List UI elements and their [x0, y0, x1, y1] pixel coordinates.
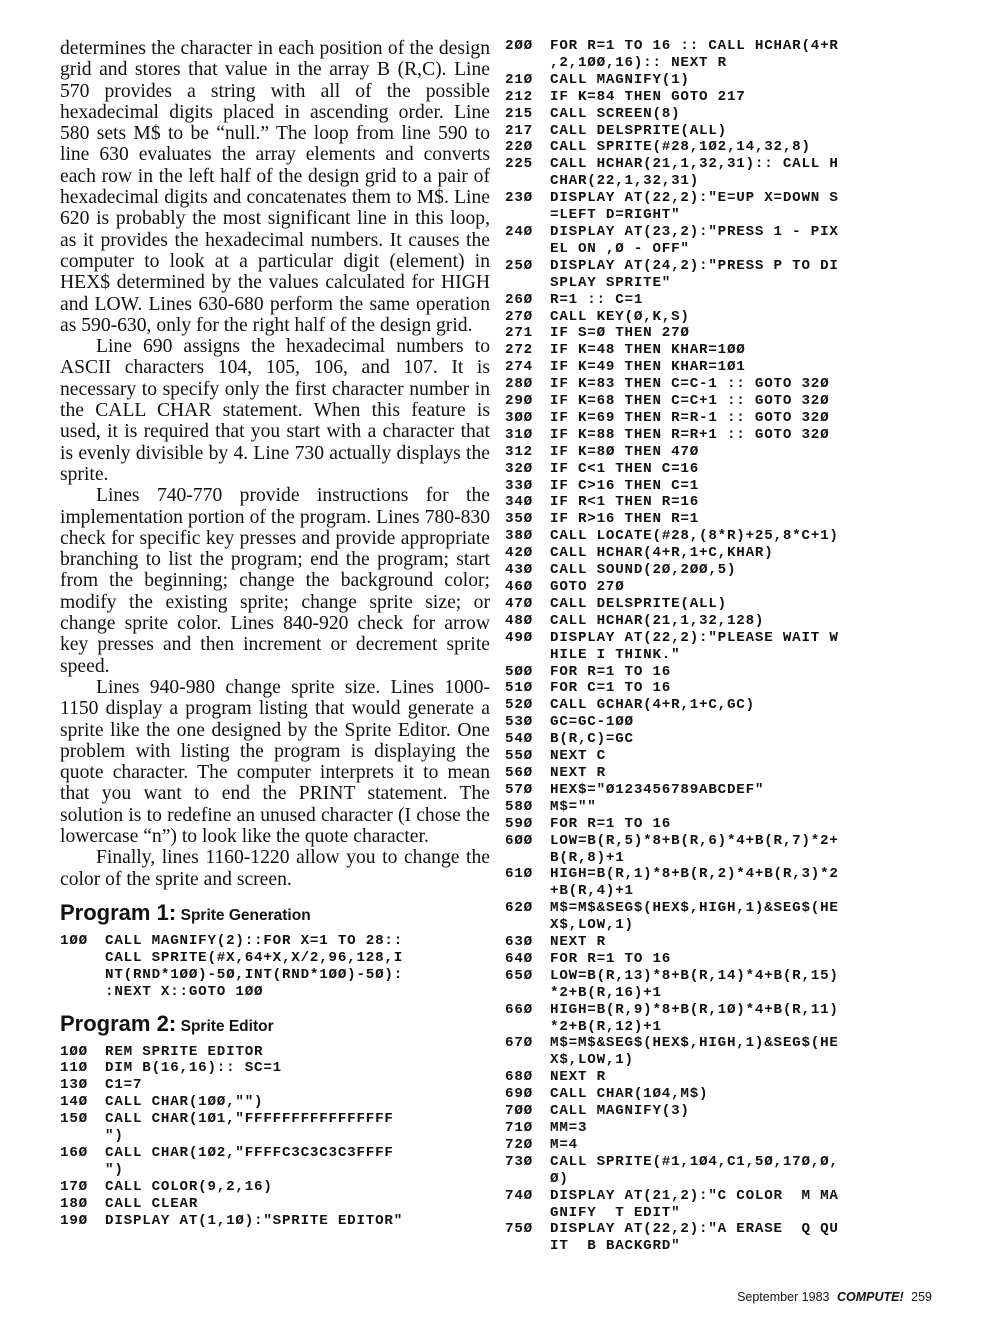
article-paragraph: Line 690 assigns the hexadecimal numbers to ASCII characters 104, 105, 106, and 107. It is necessary to specify only the first character number in the CALL CHAR statement. When this feature is used, it is required that you start with a character that is evenly divisible by 4. Line 730 actually displays the sprite. [60, 336, 495, 485]
code-text: CALL HCHAR(21,1,32,31):: CALL H [550, 156, 839, 173]
program-2-subtitle: Sprite Editor [180, 1017, 274, 1035]
code-continuation: X$,LOW,1) [550, 1052, 634, 1069]
code-text: CALL CHAR(1Ø4,M$) [550, 1086, 709, 1103]
line-number: 66Ø [505, 1001, 533, 1018]
code-continuation: Ø) [550, 1170, 569, 1187]
code-text: DISPLAY AT(1,1Ø):"SPRITE EDITOR" [105, 1212, 404, 1229]
code-text: DISPLAY AT(23,2):"PRESS 1 - PIX [550, 223, 839, 240]
code-line [505, 38, 945, 55]
code-text: CALL MAGNIFY(2)::FOR X=1 TO 28:: [105, 932, 404, 949]
line-number: 26Ø [505, 291, 533, 308]
code-line [505, 765, 945, 782]
line-number: 58Ø [505, 798, 533, 815]
code-text: M=4 [550, 1136, 578, 1153]
code-line [505, 511, 945, 528]
code-text: IF R>16 THEN R=1 [550, 511, 700, 528]
code-line [60, 1145, 490, 1162]
code-line [505, 782, 945, 799]
code-text: IF K=8Ø THEN 47Ø [550, 443, 700, 460]
code-text: FOR R=1 TO 16 [550, 815, 672, 832]
code-line [505, 224, 945, 241]
line-number: 5ØØ [505, 663, 533, 680]
code-line [505, 309, 945, 326]
line-number: 225 [505, 156, 533, 173]
page-footer [737, 1290, 932, 1304]
line-number: 33Ø [505, 477, 533, 494]
code-line [505, 968, 945, 985]
line-number: 212 [505, 88, 533, 105]
code-text: CALL GCHAR(4+R,1+C,GC) [550, 697, 755, 714]
code-text: FOR R=1 TO 16 [550, 950, 672, 967]
code-line [60, 1179, 490, 1196]
code-text: NEXT R [550, 1069, 606, 1086]
line-number: 59Ø [505, 815, 533, 832]
line-number: 73Ø [505, 1153, 533, 1170]
code-continuation: *2+B(R,12)+1 [550, 1018, 662, 1035]
line-number: 274 [505, 359, 533, 376]
code-line [505, 1188, 945, 1205]
code-text: GC=GC-1ØØ [550, 714, 634, 731]
line-number: 53Ø [505, 714, 533, 731]
code-line [505, 545, 945, 562]
code-text: NEXT R [550, 764, 606, 781]
code-line [505, 934, 945, 951]
line-number: 24Ø [505, 223, 533, 240]
line-number: 49Ø [505, 629, 533, 646]
code-line [505, 325, 945, 342]
code-line [505, 1137, 945, 1154]
page-number: 259 [911, 1290, 932, 1304]
line-number: 51Ø [505, 680, 533, 697]
code-text: GOTO 27Ø [550, 579, 625, 595]
program-2-title: Program 2: [60, 1010, 177, 1036]
code-line [505, 528, 945, 545]
code-text: HIGH=B(R,1)*8+B(R,2)*4+B(R,3)*2 [550, 866, 839, 883]
code-text: NEXT C [550, 748, 606, 765]
line-number: 64Ø [505, 950, 533, 967]
code-line [505, 714, 945, 731]
code-line [505, 1120, 945, 1137]
code-text: CALL SPRITE(#1,1Ø4,C1,5Ø,17Ø,Ø, [550, 1153, 839, 1170]
line-number: 7ØØ [505, 1103, 533, 1120]
line-number: 22Ø [505, 139, 533, 156]
code-text: B(R,C)=GC [550, 731, 634, 748]
line-number: 217 [505, 122, 533, 139]
line-number: 48Ø [505, 612, 533, 629]
line-number: 74Ø [505, 1187, 533, 1204]
right-column [505, 38, 945, 1255]
code-line [505, 579, 945, 596]
code-text: DISPLAY AT(21,2):"C COLOR M MA [550, 1187, 839, 1204]
line-number: 25Ø [505, 257, 533, 274]
code-text: R=1 :: C=1 [550, 291, 644, 308]
line-number: 28Ø [505, 376, 533, 393]
line-number: 29Ø [505, 393, 533, 410]
code-continuation: GNIFY T EDIT" [550, 1204, 681, 1221]
code-line [505, 1103, 945, 1120]
code-line [505, 816, 945, 833]
code-line [505, 376, 945, 393]
line-number: 55Ø [505, 748, 533, 765]
code-text: CALL KEY(Ø,K,S) [550, 308, 690, 325]
line-number: 38Ø [505, 528, 533, 545]
code-line [505, 359, 945, 376]
line-number: 23Ø [505, 190, 533, 207]
line-number: 43Ø [505, 562, 533, 579]
code-continuation: HILE I THINK." [550, 646, 681, 663]
line-number: 54Ø [505, 731, 533, 748]
code-text: CALL DELSPRITE(ALL) [550, 122, 727, 139]
code-continuation: IT B BACKGRD" [550, 1238, 681, 1255]
line-number: 56Ø [505, 764, 533, 781]
code-text: IF K=69 THEN R=R-1 :: GOTO 32Ø [550, 409, 830, 426]
code-line [505, 833, 945, 850]
code-line [60, 933, 490, 950]
code-text: REM SPRITE EDITOR [105, 1043, 264, 1060]
code-line [505, 562, 945, 579]
line-number: 14Ø [60, 1094, 88, 1111]
code-line [505, 123, 945, 140]
code-line [505, 72, 945, 89]
line-number: 27Ø [505, 308, 533, 325]
code-text: CALL LOCATE(#28,(8*R)+25,8*C+1) [550, 528, 839, 545]
code-text: IF S=Ø THEN 27Ø [550, 325, 690, 342]
program-1-subtitle: Sprite Generation [180, 906, 311, 924]
code-line [505, 106, 945, 123]
code-text: LOW=B(R,13)*8+B(R,14)*4+B(R,15) [550, 967, 839, 984]
code-text: IF K=84 THEN GOTO 217 [550, 88, 746, 105]
program-1-title: Program 1: [60, 899, 177, 925]
line-number: 63Ø [505, 934, 533, 951]
code-text: CALL SPRITE(#28,1Ø2,14,32,8) [550, 139, 811, 156]
code-continuation: +B(R,4)+1 [550, 883, 634, 900]
left-column [60, 38, 495, 1229]
code-text: FOR R=1 TO 16 :: CALL HCHAR(4+R [550, 38, 839, 54]
code-line [505, 799, 945, 816]
code-text: IF K=83 THEN C=C-1 :: GOTO 32Ø [550, 376, 830, 393]
code-line [60, 1077, 490, 1094]
code-line [505, 258, 945, 275]
code-text: C1=7 [105, 1077, 143, 1094]
code-line [505, 1035, 945, 1052]
code-continuation: EL ON ,Ø - OFF" [550, 240, 690, 257]
line-number: 272 [505, 342, 533, 359]
code-continuation: CHAR(22,1,32,31) [550, 173, 700, 190]
line-number: 35Ø [505, 511, 533, 528]
code-continuation: X$,LOW,1) [550, 917, 634, 934]
line-number: 1ØØ [60, 932, 88, 949]
code-text: CALL SOUND(2Ø,2ØØ,5) [550, 562, 737, 579]
code-line [505, 680, 945, 697]
line-number: 11Ø [60, 1060, 88, 1077]
code-line [505, 613, 945, 630]
line-number: 215 [505, 105, 533, 122]
code-continuation: =LEFT D=RIGHT" [550, 207, 681, 224]
code-line [60, 1044, 490, 1061]
article-paragraph: Lines 940-980 change sprite size. Lines 1000-1150 display a program listing that would generate a sprite like the one designed by the Sprite Editor. One problem with listing the program is displaying the quote character. The computer interprets it to mean that you want to end the PRINT statement. The solution is to redefine an unused character (I chose the lowercase “n”) to look like the quote character. [60, 676, 495, 847]
line-number: 3ØØ [505, 409, 533, 426]
code-line [505, 900, 945, 917]
line-number: 16Ø [60, 1144, 88, 1161]
line-number: 271 [505, 325, 533, 342]
line-number: 13Ø [60, 1077, 88, 1094]
line-number: 75Ø [505, 1221, 533, 1238]
line-number: 71Ø [505, 1120, 533, 1136]
code-line [505, 156, 945, 173]
line-number: 32Ø [505, 460, 533, 477]
code-continuation: ") [105, 1161, 124, 1178]
code-line [505, 596, 945, 613]
program-2-listing-left [60, 1044, 490, 1230]
code-text: DISPLAY AT(22,2):"PLEASE WAIT W [550, 629, 839, 646]
code-continuation: CALL SPRITE(#X,64+X,X/2,96,128,I [105, 949, 404, 966]
code-line [505, 461, 945, 478]
line-number: 18Ø [60, 1195, 88, 1212]
code-text: DISPLAY AT(24,2):"PRESS P TO DI [550, 257, 839, 274]
code-text: IF K=49 THEN KHAR=1Ø1 [550, 359, 746, 376]
line-number: 21Ø [505, 71, 533, 88]
code-text: M$=M$&SEG$(HEX$,HIGH,1)&SEG$(HE [550, 1035, 839, 1052]
code-line [60, 1111, 490, 1128]
code-text: MM=3 [550, 1120, 588, 1136]
line-number: 15Ø [60, 1111, 88, 1128]
code-line [505, 1002, 945, 1019]
code-continuation: ") [105, 1128, 124, 1145]
code-text: M$="" [550, 798, 597, 815]
code-text: IF K=68 THEN C=C+1 :: GOTO 32Ø [550, 393, 830, 410]
code-text: IF K=48 THEN KHAR=1ØØ [550, 342, 746, 359]
code-text: CALL CHAR(1Ø2,"FFFFC3C3C3C3FFFF [105, 1144, 394, 1161]
code-line [60, 1094, 490, 1111]
program-1-heading [60, 900, 490, 929]
code-text: CALL HCHAR(4+R,1+C,KHAR) [550, 545, 774, 562]
code-line [505, 1086, 945, 1103]
line-number: 42Ø [505, 545, 533, 562]
line-number: 17Ø [60, 1178, 88, 1195]
code-text: IF K=88 THEN R=R+1 :: GOTO 32Ø [550, 426, 830, 443]
magazine-name: COMPUTE! [836, 1290, 904, 1304]
program-2-heading [60, 1011, 490, 1040]
code-text: CALL HCHAR(21,1,32,128) [550, 612, 765, 629]
code-continuation: ,2,1ØØ,16):: NEXT R [550, 54, 727, 71]
code-line [505, 697, 945, 714]
code-text: HIGH=B(R,9)*8+B(R,1Ø)*4+B(R,11) [550, 1001, 839, 1018]
line-number: 31Ø [505, 426, 533, 443]
line-number: 52Ø [505, 697, 533, 714]
code-line [505, 951, 945, 968]
code-continuation: NT(RND*1ØØ)-5Ø,INT(RND*1ØØ)-5Ø): [105, 966, 404, 983]
code-text: IF C<1 THEN C=16 [550, 460, 700, 477]
code-text: CALL MAGNIFY(1) [550, 71, 690, 88]
line-number: 2ØØ [505, 38, 533, 54]
line-number: 69Ø [505, 1086, 533, 1103]
code-line [505, 342, 945, 359]
code-line [60, 1060, 490, 1077]
code-text: IF R<1 THEN R=16 [550, 494, 700, 511]
line-number: 47Ø [505, 595, 533, 612]
code-text: NEXT R [550, 934, 606, 951]
code-text: FOR R=1 TO 16 [550, 663, 672, 680]
code-line [505, 410, 945, 427]
code-line [505, 1154, 945, 1171]
code-text: CALL CLEAR [105, 1195, 199, 1212]
line-number: 46Ø [505, 579, 533, 595]
article-paragraph: Lines 740-770 provide instructions for the implementation portion of the program. Lines 780-830 check for specific key presses and provide appropriate branching to list the program; end the program; start from the beginning; change the background color; modify the existing sprite; change sprite size; or change sprite color. Lines 840-920 check for arrow key presses and then increment or decrement sprite speed. [60, 485, 495, 677]
code-text: M$=M$&SEG$(HEX$,HIGH,1)&SEG$(HE [550, 900, 839, 917]
code-text: HEX$="Ø123456789ABCDEF" [550, 781, 765, 798]
line-number: 6ØØ [505, 832, 533, 849]
line-number: 57Ø [505, 781, 533, 798]
code-continuation: :NEXT X::GOTO 1ØØ [105, 983, 264, 1000]
article-paragraph: determines the character in each position of the design grid and stores that value in the array B (R,C). Line 570 provides a string with all of the possible hexadecimal digits placed in ascending order. Line 580 sets M$ to be “null.” The loop from line 590 to line 630 evaluates the array elements and converts each row in the left half of the design grid to a pair of hexadecimal digits and concatenates them to M$. Line 620 is probably the most significant line in this loop, as it provides the hexadecimal numbers. It causes the computer to look at a particular digit (element) in HEX$ determined by the values calculated for HIGH and LOW. Lines 630-680 perform the same operation as 590-630, only for the right half of the design grid. [60, 38, 495, 336]
code-text: IF C>16 THEN C=1 [550, 477, 700, 494]
code-line [505, 444, 945, 461]
code-text: FOR C=1 TO 16 [550, 680, 672, 697]
code-line [60, 1213, 490, 1230]
code-text: CALL CHAR(1Ø1,"FFFFFFFFFFFFFFFF [105, 1111, 394, 1128]
article-paragraph: Finally, lines 1160-1220 allow you to change the color of the sprite and screen. [60, 847, 495, 890]
code-text: DISPLAY AT(22,2):"A ERASE Q QU [550, 1221, 839, 1238]
line-number: 61Ø [505, 866, 533, 883]
line-number: 1ØØ [60, 1043, 88, 1060]
code-continuation: B(R,8)+1 [550, 849, 625, 866]
code-text: CALL CHAR(1ØØ,"") [105, 1094, 264, 1111]
code-continuation: SPLAY SPRITE" [550, 274, 672, 291]
code-line [505, 427, 945, 444]
code-line [505, 664, 945, 681]
line-number: 65Ø [505, 967, 533, 984]
line-number: 19Ø [60, 1212, 88, 1229]
code-text: CALL SCREEN(8) [550, 105, 681, 122]
code-text: CALL COLOR(9,2,16) [105, 1178, 273, 1195]
issue-date: September 1983 [737, 1290, 830, 1304]
code-text: CALL MAGNIFY(3) [550, 1103, 690, 1120]
code-line [505, 731, 945, 748]
code-line [505, 1221, 945, 1238]
program-1-listing [60, 933, 490, 1001]
code-line [505, 393, 945, 410]
code-text: DISPLAY AT(22,2):"E=UP X=DOWN S [550, 190, 839, 207]
code-text: CALL DELSPRITE(ALL) [550, 595, 727, 612]
code-line [505, 478, 945, 495]
line-number: 312 [505, 443, 533, 460]
line-number: 67Ø [505, 1035, 533, 1052]
code-line [505, 89, 945, 106]
line-number: 68Ø [505, 1069, 533, 1086]
code-line [505, 292, 945, 309]
line-number: 72Ø [505, 1136, 533, 1153]
code-line [505, 139, 945, 156]
code-line [505, 1069, 945, 1086]
code-text: LOW=B(R,5)*8+B(R,6)*4+B(R,7)*2+ [550, 832, 839, 849]
code-line [60, 1196, 490, 1213]
code-text: DIM B(16,16):: SC=1 [105, 1060, 282, 1077]
code-line [505, 866, 945, 883]
line-number: 34Ø [505, 494, 533, 511]
code-line [505, 630, 945, 647]
code-line [505, 190, 945, 207]
code-line [505, 494, 945, 511]
line-number: 62Ø [505, 900, 533, 917]
code-continuation: *2+B(R,16)+1 [550, 984, 662, 1001]
code-line [505, 748, 945, 765]
program-2-listing-right [505, 38, 945, 1255]
